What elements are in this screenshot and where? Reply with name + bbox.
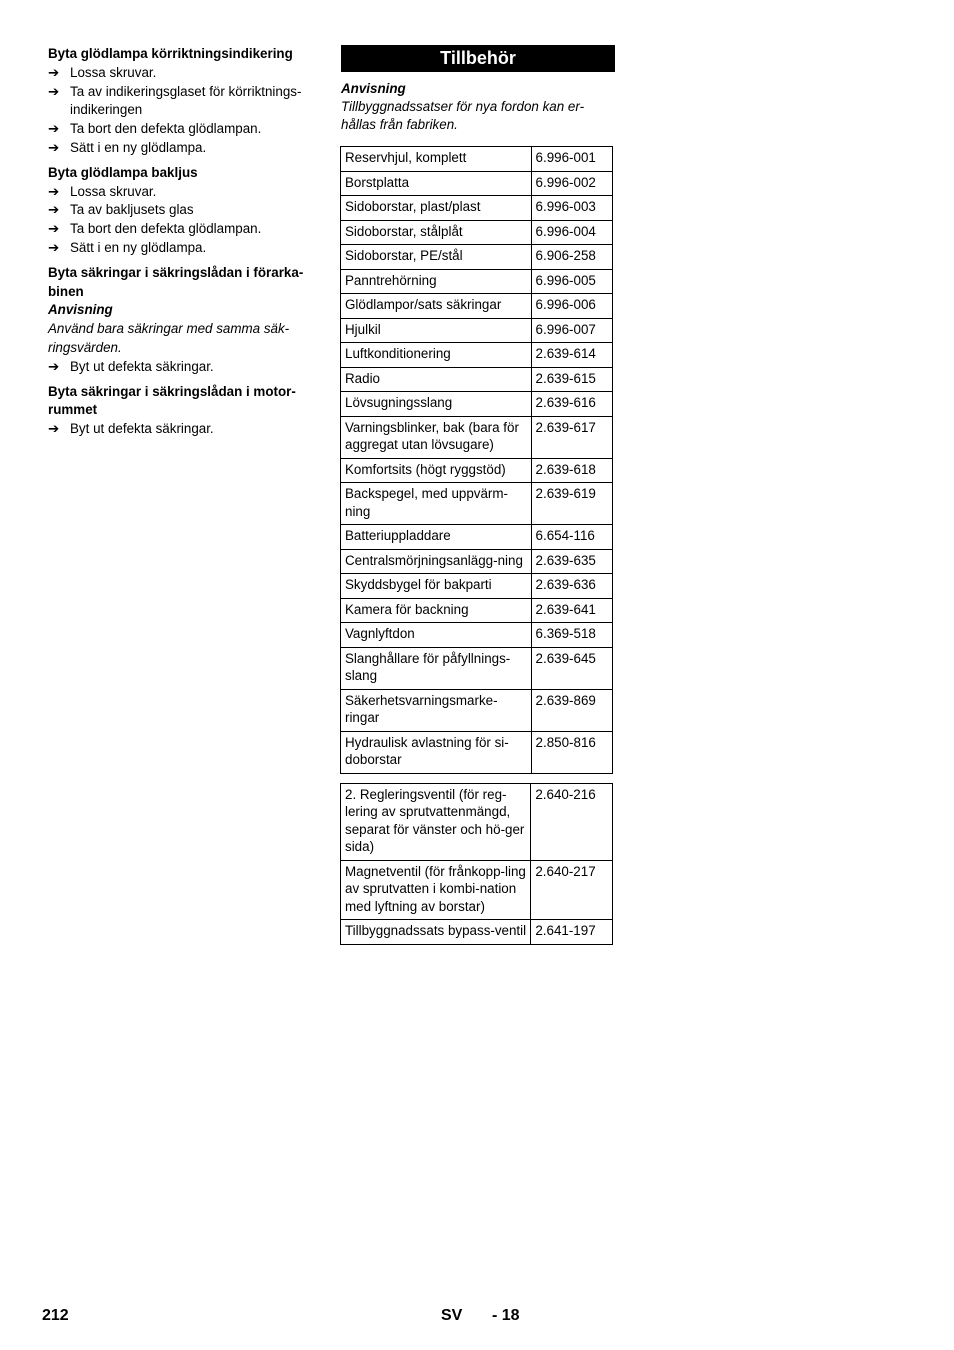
step-text: Byt ut defekta säkringar. [70, 358, 214, 374]
part-number: 6.654-116 [531, 525, 612, 550]
part-number: 2.639-869 [531, 689, 612, 731]
table-row [341, 294, 613, 319]
part-name: Borstplatta [341, 171, 532, 196]
table-row [341, 623, 613, 648]
table-row [341, 689, 613, 731]
part-number: 6.369-518 [531, 623, 612, 648]
part-number: 2.640-217 [531, 860, 613, 920]
part-number: 2.639-645 [531, 647, 612, 689]
table-row [341, 245, 613, 270]
arrow-right-icon: ➔ [48, 202, 60, 218]
section-heading: Byta säkringar i säkringslådan i förarka-binen [48, 264, 304, 299]
arrow-right-icon: ➔ [48, 83, 60, 99]
part-number: 2.640-216 [531, 783, 613, 860]
part-name: Sidoborstar, stålplåt [341, 220, 532, 245]
section-page: - 18 [492, 1307, 520, 1324]
part-name: Säkerhetsvarningsmarke-ringar [341, 689, 532, 731]
section-title: Tillbehör [341, 45, 615, 72]
part-name: Centralsmörjningsanlägg-ning [341, 549, 532, 574]
part-number: 2.639-614 [531, 343, 612, 368]
part-number: 2.639-641 [531, 598, 612, 623]
note-heading: Anvisning [48, 302, 113, 318]
part-name: Reservhjul, komplett [341, 147, 532, 172]
step-item [48, 183, 328, 202]
part-number: 2.639-616 [531, 392, 612, 417]
part-name: Hydraulisk avlastning för si-doborstar [341, 731, 532, 773]
part-name: Sidoborstar, plast/plast [341, 196, 532, 221]
table-row [341, 574, 613, 599]
arrow-right-icon: ➔ [48, 221, 60, 237]
arrow-right-icon: ➔ [48, 121, 60, 137]
table-row [341, 860, 613, 920]
step-text: Lossa skruvar. [70, 64, 157, 80]
step-item [48, 64, 328, 83]
part-number: 6.996-004 [531, 220, 612, 245]
left-column [48, 45, 328, 439]
language-code: SV [441, 1307, 463, 1324]
part-number: 6.906-258 [531, 245, 612, 270]
part-number: 2.639-618 [531, 458, 612, 483]
step-item [48, 201, 328, 220]
part-number: 6.996-007 [531, 318, 612, 343]
section-heading: Byta säkringar i säkringslådan i motor-rummet [48, 383, 296, 418]
part-name: Lövsugningsslang [341, 392, 532, 417]
table-row [341, 783, 613, 860]
section-heading: Byta glödlampa bakljus [48, 164, 198, 180]
part-name: Slanghållare för påfyllnings-slang [341, 647, 532, 689]
part-name: Luftkonditionering [341, 343, 532, 368]
part-name: Varningsblinker, bak (bara för aggregat utan lövsugare) [341, 416, 532, 458]
table-row [341, 318, 613, 343]
accessories-table-2 [340, 783, 613, 945]
table-row [341, 343, 613, 368]
part-name: Kamera för backning [341, 598, 532, 623]
part-number: 6.996-002 [531, 171, 612, 196]
page-number: 212 [42, 1307, 69, 1324]
part-number: 6.996-003 [531, 196, 612, 221]
table-row [341, 392, 613, 417]
table-row [341, 458, 613, 483]
part-name: Panntrehörning [341, 269, 532, 294]
table-row [341, 483, 613, 525]
part-name: Hjulkil [341, 318, 532, 343]
arrow-right-icon: ➔ [48, 64, 60, 80]
step-item [48, 83, 328, 121]
section-heading: Byta glödlampa körriktningsindikering [48, 46, 293, 61]
table-row [341, 147, 613, 172]
table-row [341, 525, 613, 550]
part-name: Backspegel, med uppvärm-ning [341, 483, 532, 525]
table-row [341, 647, 613, 689]
step-item [48, 358, 328, 377]
part-number: 2.639-636 [531, 574, 612, 599]
part-number: 2.639-619 [531, 483, 612, 525]
part-name: Vagnlyftdon [341, 623, 532, 648]
part-number: 2.850-816 [531, 731, 612, 773]
part-name: Batteriuppladdare [341, 525, 532, 550]
table-row [341, 269, 613, 294]
part-name: Magnetventil (för frånkopp-ling av sprutvatten i kombi-nation med lyftning av borstar) [341, 860, 531, 920]
arrow-right-icon: ➔ [48, 183, 60, 199]
part-name: Skyddsbygel för bakparti [341, 574, 532, 599]
step-item [48, 239, 328, 258]
step-item [48, 139, 328, 158]
table-row [341, 549, 613, 574]
table-row [341, 171, 613, 196]
table-row [341, 598, 613, 623]
part-name: 2. Regleringsventil (för reg-lering av sprutvattenmängd, separat för vänster och hö-ger sida) [341, 783, 531, 860]
accessories-table [340, 146, 613, 774]
table-row [341, 196, 613, 221]
table-row [341, 220, 613, 245]
step-text: Sätt i en ny glödlampa. [70, 239, 207, 255]
part-name: Komfortsits (högt ryggstöd) [341, 458, 532, 483]
arrow-right-icon: ➔ [48, 239, 60, 255]
step-text: Sätt i en ny glödlampa. [70, 139, 207, 155]
part-number: 6.996-001 [531, 147, 612, 172]
step-text: Ta bort den defekta glödlampan. [70, 121, 262, 137]
step-text: Ta bort den defekta glödlampan. [70, 221, 262, 237]
step-text: Byt ut defekta säkringar. [70, 421, 214, 437]
step-text: Ta av indikeringsglaset för körriktnings-indikeringen [70, 83, 302, 118]
part-name: Glödlampor/sats säkringar [341, 294, 532, 319]
arrow-right-icon: ➔ [48, 358, 60, 374]
part-number: 2.639-617 [531, 416, 612, 458]
table-row [341, 920, 613, 945]
arrow-right-icon: ➔ [48, 421, 60, 437]
step-text: Ta av bakljusets glas [70, 202, 194, 218]
part-number: 2.641-197 [531, 920, 613, 945]
part-name: Tillbyggnadssats bypass-ventil [341, 920, 531, 945]
table-row [341, 731, 613, 773]
part-name: Radio [341, 367, 532, 392]
arrow-right-icon: ➔ [48, 139, 60, 155]
table-row [341, 416, 613, 458]
step-item [48, 420, 328, 439]
note-text: Tillbyggnadssatser för nya fordon kan er-hållas från fabriken. [341, 99, 585, 132]
note-heading: Anvisning [341, 81, 406, 96]
step-item [48, 220, 328, 239]
table-row [341, 367, 613, 392]
part-number: 6.996-006 [531, 294, 612, 319]
part-name: Sidoborstar, PE/stål [341, 245, 532, 270]
right-column [341, 45, 615, 945]
step-text: Lossa skruvar. [70, 183, 157, 199]
step-item [48, 120, 328, 139]
part-number: 2.639-635 [531, 549, 612, 574]
part-number: 2.639-615 [531, 367, 612, 392]
note-text: Använd bara säkringar med samma säk-ringsvärden. [48, 321, 290, 355]
part-number: 6.996-005 [531, 269, 612, 294]
